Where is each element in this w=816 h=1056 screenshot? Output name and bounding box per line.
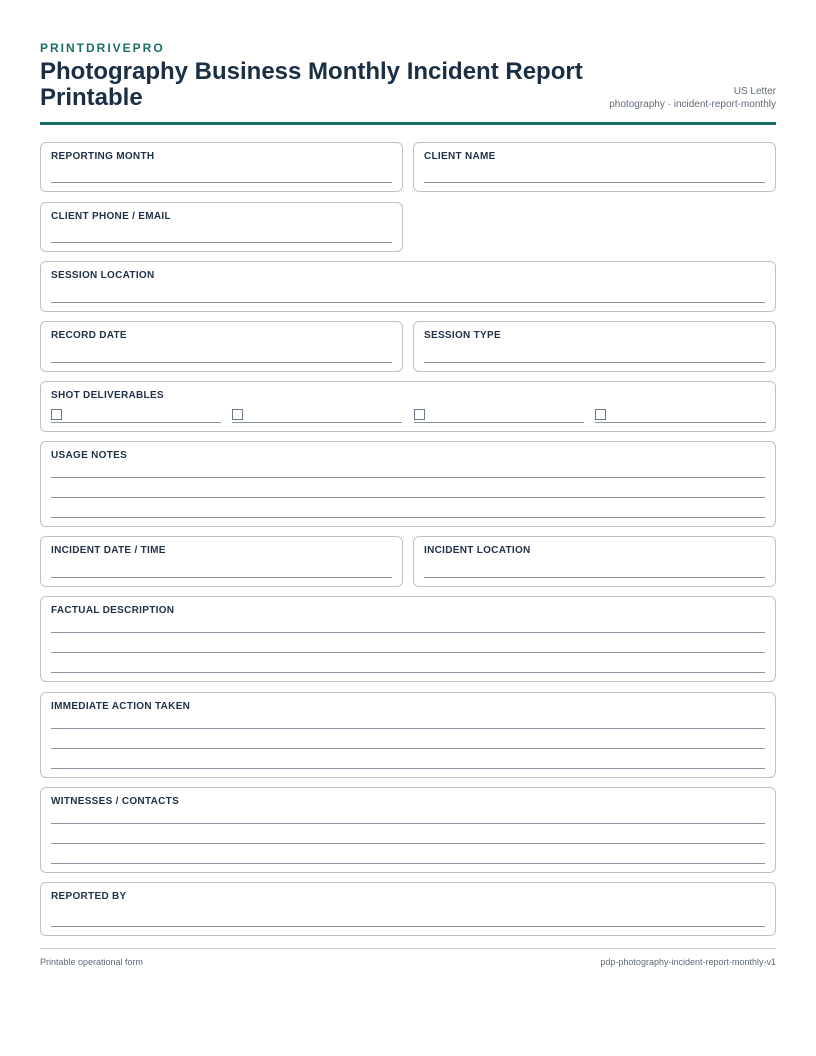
immediate-action-label: IMMEDIATE ACTION TAKEN: [51, 701, 191, 712]
witnesses-contacts-line[interactable]: [51, 823, 765, 824]
deliverable-input-line[interactable]: [595, 422, 766, 423]
header-divider: [40, 122, 776, 125]
client-name-input-line[interactable]: [424, 182, 765, 183]
session-type-input-line[interactable]: [424, 362, 765, 363]
usage-notes-line[interactable]: [51, 497, 765, 498]
client-phone-email-input-line[interactable]: [51, 242, 392, 243]
page-title: Photography Business Monthly Incident Report Printable: [40, 58, 583, 111]
factual-description-field: [40, 596, 776, 682]
session-location-field: [40, 261, 776, 312]
brand-name: PRINTDRIVEPRO: [40, 41, 165, 55]
client-phone-email-label: CLIENT PHONE / EMAIL: [51, 211, 171, 222]
immediate-action-line[interactable]: [51, 728, 765, 729]
witnesses-contacts-label: WITNESSES / CONTACTS: [51, 796, 180, 807]
incident-date-time-label: INCIDENT DATE / TIME: [51, 545, 166, 556]
record-date-input-line[interactable]: [51, 362, 392, 363]
footer-divider: [40, 948, 776, 949]
reported-by-field: [40, 882, 776, 936]
session-type-label: SESSION TYPE: [424, 330, 501, 341]
shot-deliverables-label: SHOT DELIVERABLES: [51, 390, 164, 401]
incident-date-time-input-line[interactable]: [51, 577, 392, 578]
factual-description-line[interactable]: [51, 672, 765, 673]
usage-notes-line[interactable]: [51, 517, 765, 518]
usage-notes-line[interactable]: [51, 477, 765, 478]
deliverable-input-line[interactable]: [51, 422, 221, 423]
factual-description-line[interactable]: [51, 652, 765, 653]
session-location-input-line[interactable]: [51, 302, 765, 303]
client-phone-email-field: [40, 202, 403, 252]
witnesses-contacts-line[interactable]: [51, 863, 765, 864]
deliverable-checkbox[interactable]: [595, 409, 606, 420]
client-name-field: [413, 142, 776, 192]
record-date-label: RECORD DATE: [51, 330, 127, 341]
deliverable-checkbox[interactable]: [414, 409, 425, 420]
deliverable-checkbox[interactable]: [51, 409, 62, 420]
immediate-action-field: [40, 692, 776, 778]
footer-note: Printable operational form: [40, 957, 144, 967]
session-location-label: SESSION LOCATION: [51, 270, 155, 281]
incident-location-field: [413, 536, 776, 587]
incident-location-label: INCIDENT LOCATION: [424, 545, 531, 556]
incident-date-time-field: [40, 536, 403, 587]
reported-by-label: REPORTED BY: [51, 891, 127, 902]
immediate-action-line[interactable]: [51, 768, 765, 769]
shot-deliverables-field: [40, 381, 776, 432]
reported-by-input-line[interactable]: [51, 926, 765, 927]
usage-notes-field: [40, 441, 776, 527]
page-meta: [609, 85, 776, 111]
witnesses-contacts-line[interactable]: [51, 843, 765, 844]
paper-size: US Letter: [733, 86, 776, 97]
usage-notes-label: USAGE NOTES: [51, 450, 128, 461]
witnesses-contacts-field: [40, 787, 776, 873]
immediate-action-line[interactable]: [51, 748, 765, 749]
reporting-month-label: REPORTING MONTH: [51, 151, 155, 162]
session-type-field: [413, 321, 776, 372]
incident-location-input-line[interactable]: [424, 577, 765, 578]
deliverable-input-line[interactable]: [414, 422, 584, 423]
reporting-month-input-line[interactable]: [51, 182, 392, 183]
form-tags: photography · incident-report-monthly: [609, 99, 776, 110]
reporting-month-field: [40, 142, 403, 192]
deliverable-checkbox[interactable]: [232, 409, 243, 420]
client-name-label: CLIENT NAME: [424, 151, 496, 162]
factual-description-line[interactable]: [51, 632, 765, 633]
deliverable-input-line[interactable]: [232, 422, 402, 423]
footer-form-id: pdp-photography-incident-report-monthly-v1: [600, 957, 776, 967]
factual-description-label: FACTUAL DESCRIPTION: [51, 605, 175, 616]
record-date-field: [40, 321, 403, 372]
